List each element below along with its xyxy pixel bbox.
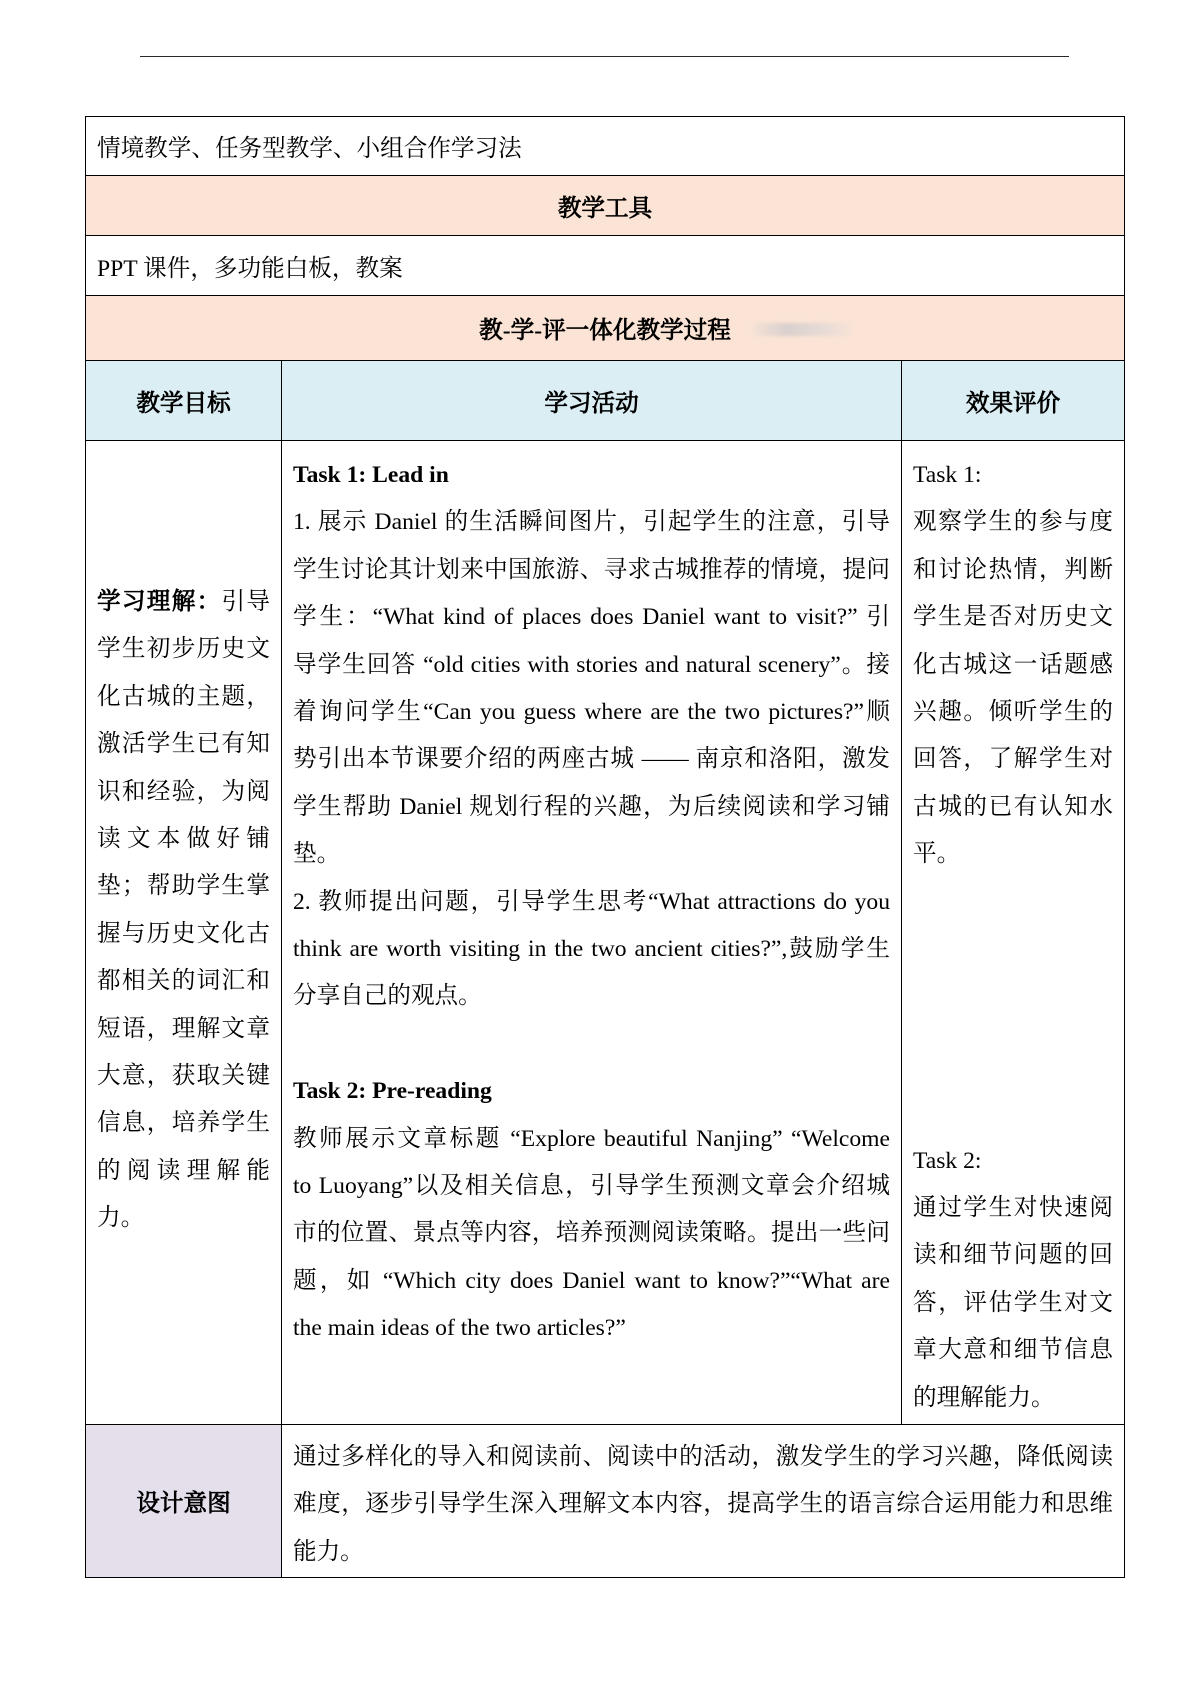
objective-line: 短语，理解文章: [97, 1015, 270, 1042]
objective-line: 化古城的主题，: [97, 683, 270, 710]
column-header-evaluation-label: 效果评价: [965, 390, 1061, 417]
teaching-process-heading: 教-学-评一体化教学过程: [479, 318, 731, 344]
objective-line: 信息，培养学生: [97, 1110, 270, 1137]
objective-line: 激活学生已有知: [97, 731, 270, 758]
teaching-methods-text: 情境教学、任务型教学、小组合作学习法: [97, 136, 522, 162]
evaluation-line: 平。: [913, 841, 961, 868]
activity-line: think are worth visiting in the two ancient cities?”,鼓励学生: [293, 936, 890, 963]
evaluation-line: 读和细节问题的回: [913, 1242, 1113, 1269]
evaluation-line: 答，评估学生对文: [913, 1289, 1113, 1316]
objective-line: 握与历史文化古: [97, 920, 270, 947]
activity-line: to Luoyang”以及相关信息，引导学生预测文章会介绍城: [293, 1173, 890, 1200]
objective-cell: [86, 441, 282, 1425]
teaching-tools-text: PPT 课件，多功能白板，教案: [97, 255, 403, 282]
page-header-rule: [140, 56, 1069, 57]
evaluation-line: 章大意和细节信息: [913, 1337, 1113, 1364]
column-header-objective: [86, 361, 282, 441]
design-intent-label-cell: [86, 1425, 282, 1578]
watermark-graphic: [752, 323, 852, 336]
evaluation-line: 兴趣。倾听学生的: [913, 699, 1113, 726]
design-intent-line: 难度，逐步引导学生深入理解文本内容，提高学生的语言综合运用能力和思维: [293, 1491, 1113, 1518]
evaluation-task1-title: Task 1:: [913, 462, 982, 488]
evaluation-line: 通过学生对快速阅: [913, 1195, 1113, 1222]
design-intent-line: 能力。: [293, 1538, 364, 1565]
activity-line: 市的位置、景点等内容，培养预测阅读策略。提出一些问: [293, 1220, 890, 1247]
teaching-tools-heading: 教学工具: [557, 195, 653, 222]
evaluation-line: 化古城这一话题感: [913, 651, 1113, 678]
objective-line: [97, 579, 270, 626]
design-intent-label: 设计意图: [136, 1491, 231, 1517]
activity-line: 垫。: [293, 841, 341, 868]
design-intent-line: 通过多样化的导入和阅读前、阅读中的活动，激发学生的学习兴趣，降低阅读: [293, 1444, 1113, 1470]
activity-task1-title: Task 1: Lead in: [293, 462, 449, 488]
activity-line: 1. 展示 Daniel 的生活瞬间图片，引起学生的注意，引导: [293, 509, 890, 536]
column-header-objective-label: 教学目标: [136, 390, 231, 417]
column-header-activity-label: 学习活动: [544, 390, 639, 417]
activity-line: the main ideas of the two articles?”: [293, 1315, 626, 1342]
activity-line: 2. 教师提出问题，引导学生思考“What attractions do you: [293, 888, 890, 915]
activity-line: 题，如 “Which city does Daniel want to know?”“What are: [293, 1267, 890, 1294]
teaching-tools-heading-cell: [86, 176, 1125, 236]
evaluation-line: 的理解能力。: [913, 1384, 1055, 1411]
activity-line: 学生帮助 Daniel 规划行程的兴趣，为后续阅读和学习铺: [293, 793, 890, 820]
evaluation-line: 古城的已有认知水: [913, 793, 1113, 820]
teaching-tools-cell: [86, 236, 1125, 296]
activity-task2-title: Task 2: Pre-reading: [293, 1078, 492, 1105]
column-header-activity: [282, 361, 902, 441]
evaluation-line: 回答，了解学生对: [913, 746, 1113, 773]
objective-line: 大意，获取关键: [97, 1063, 270, 1090]
activity-line: 着询问学生“Can you guess where are the two pictures?”顺: [293, 699, 890, 726]
objective-line: 力。: [97, 1205, 145, 1232]
objective-line: 都相关的词汇和: [97, 968, 270, 995]
column-header-evaluation: [902, 361, 1125, 441]
design-intent-text-cell: [282, 1425, 1125, 1578]
evaluation-line: 和讨论热情，判断: [913, 556, 1113, 583]
teaching-methods-cell: [86, 117, 1125, 176]
activity-line: 学生讨论其计划来中国旅游、寻求古城推荐的情境，提问: [293, 556, 890, 583]
objective-line: 的阅读理解能: [97, 1157, 270, 1184]
objective-line: 识和经验，为阅: [97, 778, 270, 805]
evaluation-line: 学生是否对历史文: [913, 604, 1113, 631]
teaching-process-heading-cell: [86, 296, 1125, 361]
lesson-plan-table: [85, 116, 1125, 1578]
objective-line-text: 引导: [221, 589, 271, 615]
evaluation-cell: [902, 441, 1125, 1425]
activity-line: 势引出本节课要介绍的两座古城 —— 南京和洛阳，激发: [293, 746, 890, 773]
objective-line: 学生初步历史文: [97, 636, 270, 663]
objective-line: 垫；帮助学生掌: [97, 873, 270, 900]
activity-line: 教师展示文章标题 “Explore beautiful Nanjing” “Welcome: [293, 1125, 890, 1152]
activity-cell: [282, 441, 902, 1425]
objective-label: 学习理解：: [97, 589, 222, 615]
activity-line: 学生：“What kind of places does Daniel want to visit?” 引: [293, 604, 890, 631]
objective-line: 读文本做好铺: [97, 826, 270, 853]
evaluation-line: 观察学生的参与度: [913, 509, 1113, 536]
activity-line: 分享自己的观点。: [293, 983, 482, 1010]
evaluation-task2-title: Task 2:: [913, 1147, 982, 1174]
activity-line: 导学生回答 “old cities with stories and natural scenery”。接: [293, 651, 890, 678]
